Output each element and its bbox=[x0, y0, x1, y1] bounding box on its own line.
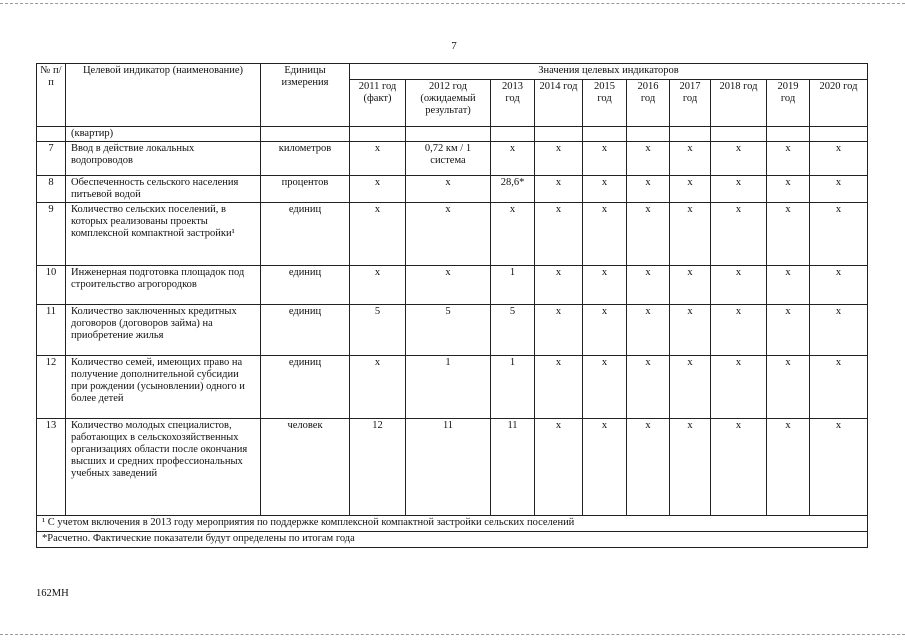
value-cell: х bbox=[583, 203, 627, 266]
table-cell bbox=[491, 127, 535, 142]
table-cell bbox=[583, 127, 627, 142]
table-row bbox=[37, 356, 868, 419]
page-number: 7 bbox=[451, 40, 457, 52]
value-cell: х bbox=[810, 419, 868, 516]
continuation-text: (квартир) bbox=[66, 127, 261, 142]
value-cell: х bbox=[670, 356, 711, 419]
value-cell: х bbox=[583, 176, 627, 203]
value-cell: х bbox=[350, 176, 406, 203]
value-cell: 12 bbox=[350, 419, 406, 516]
header-year: 2016 год bbox=[627, 80, 670, 127]
value-cell: х bbox=[583, 356, 627, 419]
unit-cell: единиц bbox=[261, 203, 350, 266]
footnote-row bbox=[37, 516, 868, 532]
value-cell: х bbox=[535, 142, 583, 176]
header-year: 2011 год (факт) bbox=[350, 80, 406, 127]
value-cell: х bbox=[711, 142, 767, 176]
table-cell bbox=[810, 127, 868, 142]
value-cell: х bbox=[535, 203, 583, 266]
indicator-name: Обеспеченность сельского населения питьевой водой bbox=[66, 176, 261, 203]
value-cell: х bbox=[406, 176, 491, 203]
value-cell: х bbox=[406, 266, 491, 305]
value-cell: х bbox=[535, 305, 583, 356]
value-cell: х bbox=[350, 356, 406, 419]
row-number: 13 bbox=[37, 419, 66, 516]
row-number: 12 bbox=[37, 356, 66, 419]
value-cell: х bbox=[583, 419, 627, 516]
value-cell: х bbox=[627, 266, 670, 305]
unit-cell: единиц bbox=[261, 305, 350, 356]
value-cell: х bbox=[627, 356, 670, 419]
value-cell: х bbox=[627, 142, 670, 176]
header-year: 2015 год bbox=[583, 80, 627, 127]
footnote-row bbox=[37, 532, 868, 548]
value-cell: 5 bbox=[350, 305, 406, 356]
footnote-2: *Расчетно. Фактические показатели будут определены по итогам года bbox=[37, 532, 868, 548]
value-cell: х bbox=[711, 176, 767, 203]
document-code: 162МН bbox=[36, 588, 69, 599]
header-year: 2017 год bbox=[670, 80, 711, 127]
continuation-row bbox=[37, 127, 868, 142]
header-year: 2019 год bbox=[767, 80, 810, 127]
value-cell: 1 bbox=[406, 356, 491, 419]
value-cell: х bbox=[767, 419, 810, 516]
table-cell bbox=[350, 127, 406, 142]
value-cell: х bbox=[627, 419, 670, 516]
indicator-name: Количество заключенных кредитных договоров (договоров займа) на приобретение жилья bbox=[66, 305, 261, 356]
table-cell bbox=[627, 127, 670, 142]
value-cell: х bbox=[810, 305, 868, 356]
value-cell: х bbox=[583, 305, 627, 356]
table-row bbox=[37, 266, 868, 305]
value-cell: х bbox=[767, 305, 810, 356]
table-cell bbox=[37, 127, 66, 142]
value-cell: х bbox=[406, 203, 491, 266]
value-cell: х bbox=[350, 266, 406, 305]
header-year: 2012 год (ожидаемый результат) bbox=[406, 80, 491, 127]
top-scan-edge bbox=[0, 3, 905, 4]
value-cell: х bbox=[711, 356, 767, 419]
value-cell: х bbox=[711, 419, 767, 516]
value-cell: 1 bbox=[491, 266, 535, 305]
table-row bbox=[37, 176, 868, 203]
value-cell: х bbox=[535, 419, 583, 516]
value-cell: х bbox=[627, 305, 670, 356]
value-cell: х bbox=[810, 203, 868, 266]
value-cell: х bbox=[535, 266, 583, 305]
table-cell bbox=[535, 127, 583, 142]
value-cell: х bbox=[767, 266, 810, 305]
value-cell: 11 bbox=[406, 419, 491, 516]
row-number: 8 bbox=[37, 176, 66, 203]
footnote-1: ¹ С учетом включения в 2013 году мероприятия по поддержке комплексной компактной застройки сельских поселений bbox=[37, 516, 868, 532]
value-cell: х bbox=[670, 266, 711, 305]
value-cell: х bbox=[670, 142, 711, 176]
table-row bbox=[37, 419, 868, 516]
header-year: 2020 год bbox=[810, 80, 868, 127]
row-number: 11 bbox=[37, 305, 66, 356]
value-cell: 11 bbox=[491, 419, 535, 516]
header-year: 2013 год bbox=[491, 80, 535, 127]
header-indicator: Целевой индикатор (наименование) bbox=[66, 64, 261, 127]
value-cell: х bbox=[810, 356, 868, 419]
value-cell: х bbox=[767, 356, 810, 419]
table-row bbox=[37, 305, 868, 356]
value-cell: х bbox=[350, 142, 406, 176]
table-cell bbox=[711, 127, 767, 142]
value-cell: х bbox=[670, 419, 711, 516]
value-cell: 0,72 км / 1 система bbox=[406, 142, 491, 176]
value-cell: х bbox=[535, 176, 583, 203]
header-values: Значения целевых индикаторов bbox=[350, 64, 868, 80]
row-number: 7 bbox=[37, 142, 66, 176]
header-num: № п/п bbox=[37, 64, 66, 127]
value-cell: х bbox=[767, 142, 810, 176]
table-row bbox=[37, 203, 868, 266]
value-cell: х bbox=[627, 176, 670, 203]
value-cell: х bbox=[670, 176, 711, 203]
value-cell: х bbox=[670, 203, 711, 266]
value-cell: х bbox=[711, 203, 767, 266]
value-cell: х bbox=[491, 203, 535, 266]
indicator-name: Количество сельских поселений, в которых реализованы проекты комплексной компактной застройки¹ bbox=[66, 203, 261, 266]
value-cell: 5 bbox=[406, 305, 491, 356]
value-cell: х bbox=[583, 142, 627, 176]
value-cell: х bbox=[627, 203, 670, 266]
indicator-name: Инженерная подготовка площадок под строительство агрогородков bbox=[66, 266, 261, 305]
row-number: 10 bbox=[37, 266, 66, 305]
value-cell: х bbox=[711, 266, 767, 305]
unit-cell: километров bbox=[261, 142, 350, 176]
header-unit: Единицы измерения bbox=[261, 64, 350, 127]
value-cell: 5 bbox=[491, 305, 535, 356]
value-cell: х bbox=[711, 305, 767, 356]
value-cell: х bbox=[767, 176, 810, 203]
value-cell: 28,6* bbox=[491, 176, 535, 203]
header-year: 2014 год bbox=[535, 80, 583, 127]
header-year: 2018 год bbox=[711, 80, 767, 127]
value-cell: х bbox=[535, 356, 583, 419]
indicator-name: Количество семей, имеющих право на получение дополнительной субсидии при рождении (усыновлении) одного и более детей bbox=[66, 356, 261, 419]
bottom-scan-edge bbox=[0, 634, 905, 635]
value-cell: 1 bbox=[491, 356, 535, 419]
unit-cell: человек bbox=[261, 419, 350, 516]
table-row bbox=[37, 142, 868, 176]
value-cell: х bbox=[583, 266, 627, 305]
value-cell: х bbox=[810, 142, 868, 176]
value-cell: х bbox=[670, 305, 711, 356]
row-number: 9 bbox=[37, 203, 66, 266]
indicator-name: Ввод в действие локальных водопроводов bbox=[66, 142, 261, 176]
table-cell bbox=[670, 127, 711, 142]
target-indicators-table bbox=[36, 63, 868, 548]
value-cell: х bbox=[810, 176, 868, 203]
value-cell: х bbox=[350, 203, 406, 266]
table-cell bbox=[261, 127, 350, 142]
indicator-name: Количество молодых специалистов, работающих в сельскохозяйственных организациях области после окончания высших и средних профессиональных учебных заведений bbox=[66, 419, 261, 516]
unit-cell: процентов bbox=[261, 176, 350, 203]
value-cell: х bbox=[767, 203, 810, 266]
table-cell bbox=[767, 127, 810, 142]
unit-cell: единиц bbox=[261, 356, 350, 419]
value-cell: х bbox=[491, 142, 535, 176]
value-cell: х bbox=[810, 266, 868, 305]
table-cell bbox=[406, 127, 491, 142]
unit-cell: единиц bbox=[261, 266, 350, 305]
